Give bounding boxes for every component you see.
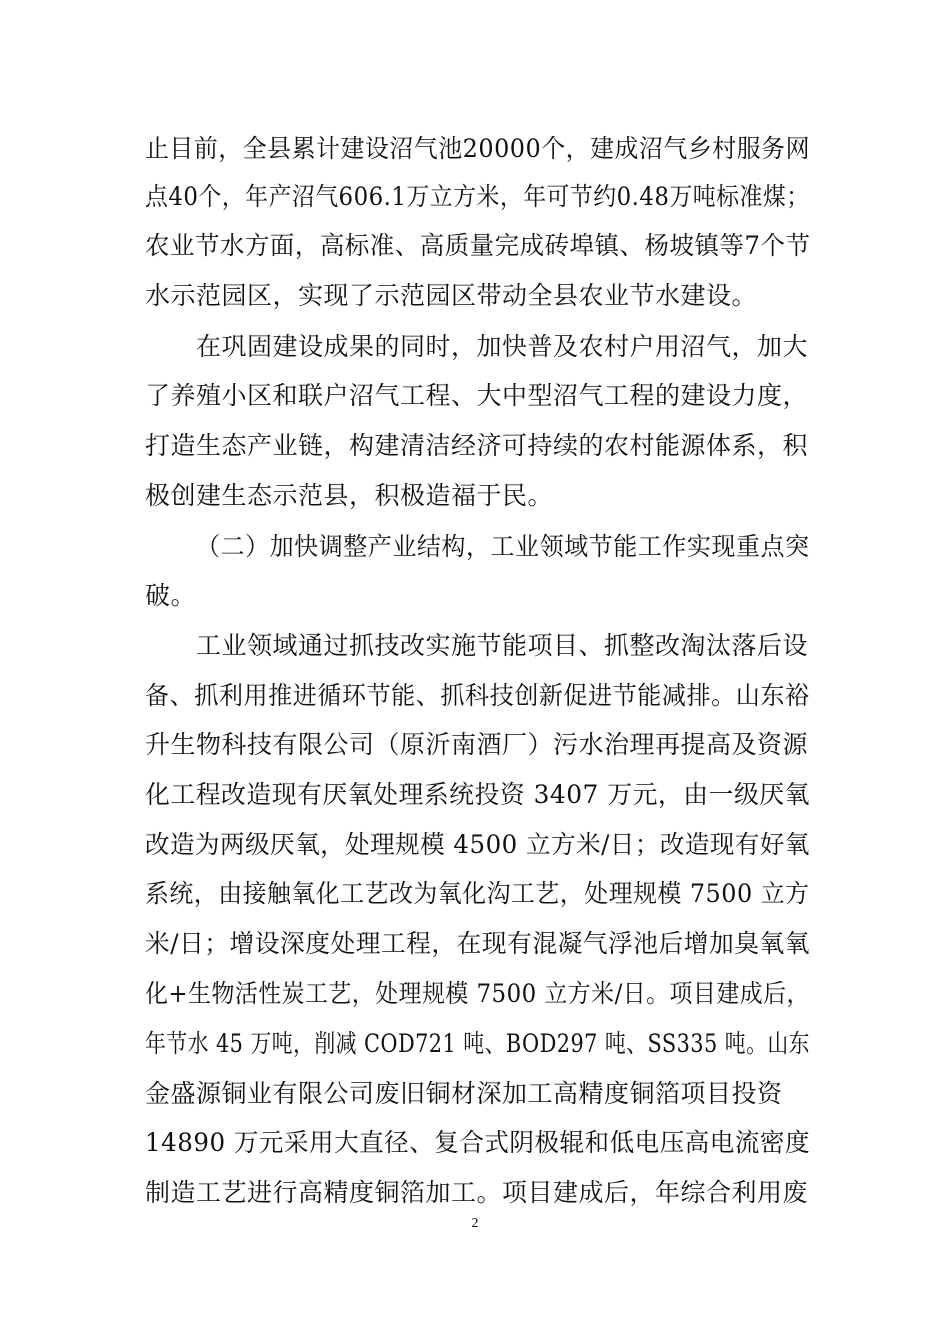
text-line: 水示范园区，实现了示范园区带动全县农业节水建设。 [145,281,758,310]
text-line: 米/日；增设深度处理工程，在现有混凝气浮池后增加臭氧氧 [145,929,810,958]
paragraph-first-line: 工业领域通过抓技改实施节能项目、抓整改淘汰落后设 [196,631,809,660]
section-heading-continuation: 破。 [145,581,197,610]
text-line: 极创建生态示范县，积极造福于民。 [145,481,554,510]
text-line: 化+生物活性炭工艺，处理规模 7500 立方米/日。项目建成后， [145,979,810,1008]
text-line: 制造工艺进行高精度铜箔加工。项目建成后，年综合利用废 [145,1178,809,1207]
text-line: 升生物科技有限公司（原沂南酒厂）污水治理再提高及资源 [145,730,809,759]
page-number: 2 [471,1216,479,1231]
text-line: 化工程改造现有厌氧处理系统投资 3407 万元，由一级厌氧 [145,780,811,809]
paragraph-first-line: 在巩固建设成果的同时，加快普及农村户用沼气，加大 [196,332,809,361]
text-line: 备、抓利用推进循环节能、抓科技创新促进节能减排。山东裕 [145,681,810,710]
text-line: 点40个，年产沼气606.1万立方米，年可节约0.48万吨标准煤； [145,182,810,211]
text-line: 止目前，全县累计建设沼气池20000个，建成沼气乡村服务网 [145,134,811,163]
section-heading: （二）加快调整产业结构，工业领域节能工作实现重点突 [196,532,810,561]
text-line: 打造生态产业链，构建清洁经济可持续的农村能源体系，积 [145,431,809,460]
text-line: 农业节水方面，高标准、高质量完成砖埠镇、杨坡镇等7个节 [145,231,811,260]
text-line: 金盛源铜业有限公司废旧铜材深加工高精度铜箔项目投资 [145,1079,783,1108]
text-line: 年节水 45 万吨，削减 COD721 吨、BOD297 吨、SS335 吨。山东 [145,1029,810,1058]
text-line: 改造为两级厌氧，处理规模 4500 立方米/日；改造现有好氧 [145,830,810,859]
text-line: 14890 万元采用大直径、复合式阴极辊和低电压高电流密度 [145,1128,811,1157]
text-line: 了养殖小区和联户沼气工程、大中型沼气工程的建设力度， [145,381,809,410]
text-line: 系统，由接触氧化工艺改为氧化沟工艺，处理规模 7500 立方 [145,879,810,908]
